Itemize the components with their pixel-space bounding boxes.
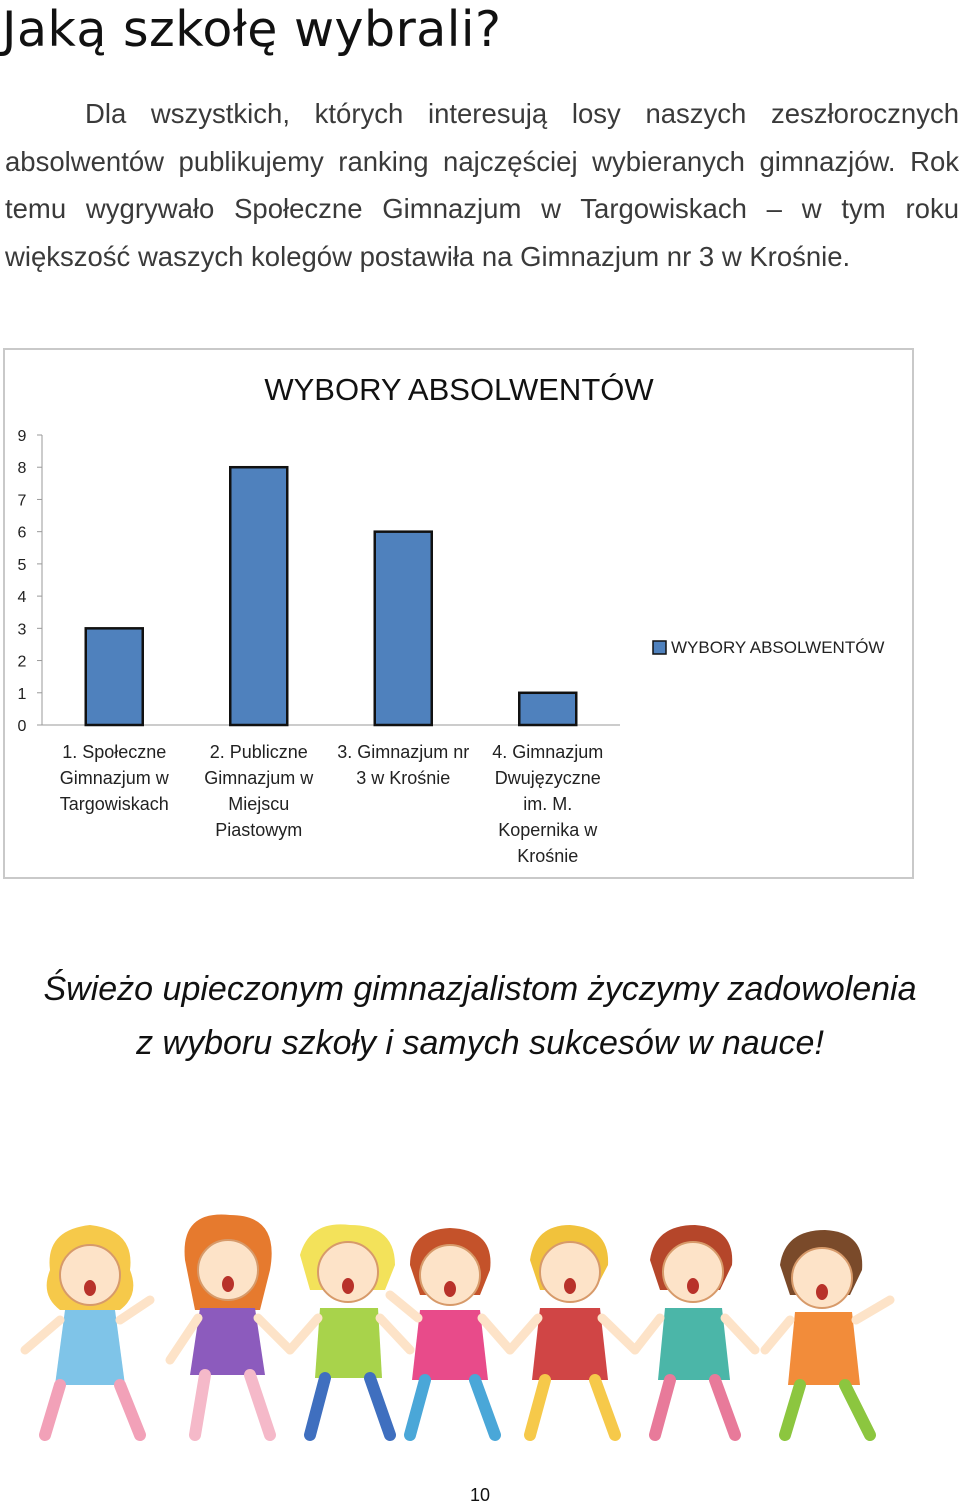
bar xyxy=(375,532,432,725)
x-category-label-line: 3 w Krośnie xyxy=(356,768,451,788)
x-category-label-line: Gimnazjum w xyxy=(204,768,314,788)
y-tick-label: 2 xyxy=(17,653,27,671)
y-tick-label: 1 xyxy=(17,685,27,703)
closing-line-2: z wyboru szkoły i samych sukcesów w nauce! xyxy=(136,1024,824,1062)
y-tick-label: 6 xyxy=(17,524,27,542)
y-tick-label: 8 xyxy=(17,460,27,478)
child-figure xyxy=(510,1225,635,1435)
y-tick-label: 9 xyxy=(17,428,27,445)
child-figure xyxy=(390,1228,510,1435)
x-category-label-line: im. M. xyxy=(523,794,573,814)
bar-chart xyxy=(0,348,960,888)
x-category-label-line: Gimnazjum w xyxy=(59,768,169,788)
y-tick-label: 7 xyxy=(17,492,27,510)
child-figure xyxy=(765,1230,890,1435)
closing-line-1: Świeżo upieczonym gimnazjalistom życzymy zadowolenia xyxy=(43,970,917,1008)
x-category-label-line: 2. Publiczne xyxy=(209,742,308,762)
x-category-label xyxy=(60,742,170,814)
x-category-label-line: Dwujęzyczne xyxy=(494,768,601,788)
closing-message xyxy=(0,962,960,1070)
x-category-label xyxy=(337,742,469,788)
legend-label: WYBORY ABSOLWENTÓW xyxy=(671,638,885,657)
bar-series xyxy=(86,467,577,725)
x-category-label-line: 1. Społeczne xyxy=(62,742,167,762)
x-category-label-line: Targowiskach xyxy=(59,794,169,814)
x-category-label-line: 4. Gimnazjum xyxy=(492,742,604,762)
page-number: 10 xyxy=(469,1485,491,1505)
x-category-label-line: Miejscu xyxy=(228,794,290,814)
intro-paragraph: Dla wszystkich, których interesują losy naszych zeszłorocznych absolwentów publikujemy ranking najczęściej wybieranych gimnazjów. Rok temu wygrywało Społeczne Gimnazjum w Targowiskach – w tym roku większość waszych kolegów postawiła na Gimnazjum nr 3 w Krośnie. xyxy=(5,98,959,272)
legend xyxy=(653,638,884,657)
x-category-label-line: 3. Gimnazjum nr xyxy=(337,742,470,762)
x-axis-labels xyxy=(60,742,604,866)
y-tick-label: 5 xyxy=(17,556,27,574)
y-tick-label: 3 xyxy=(17,621,27,639)
y-tick-label: 4 xyxy=(17,589,27,607)
x-category-label xyxy=(204,742,314,840)
child-figure xyxy=(25,1225,150,1435)
bar xyxy=(519,693,576,725)
y-axis-ticks xyxy=(18,428,42,735)
bar xyxy=(86,628,143,725)
legend-swatch xyxy=(653,641,666,654)
dancing-children-illustration xyxy=(10,1200,950,1460)
x-category-label-line: Kopernika w xyxy=(498,820,598,840)
child-figure xyxy=(170,1215,290,1435)
x-category-label xyxy=(492,742,603,866)
x-category-label-line: Piastowym xyxy=(215,820,303,840)
child-figure xyxy=(290,1224,410,1435)
page-heading: Jaką szkołę wybrali? xyxy=(2,1,502,58)
child-figure xyxy=(635,1225,755,1435)
y-tick-label: 0 xyxy=(17,718,27,735)
x-category-label-line: Krośnie xyxy=(517,846,579,866)
chart-title: WYBORY ABSOLWENTÓW xyxy=(264,372,654,407)
bar xyxy=(230,467,287,725)
